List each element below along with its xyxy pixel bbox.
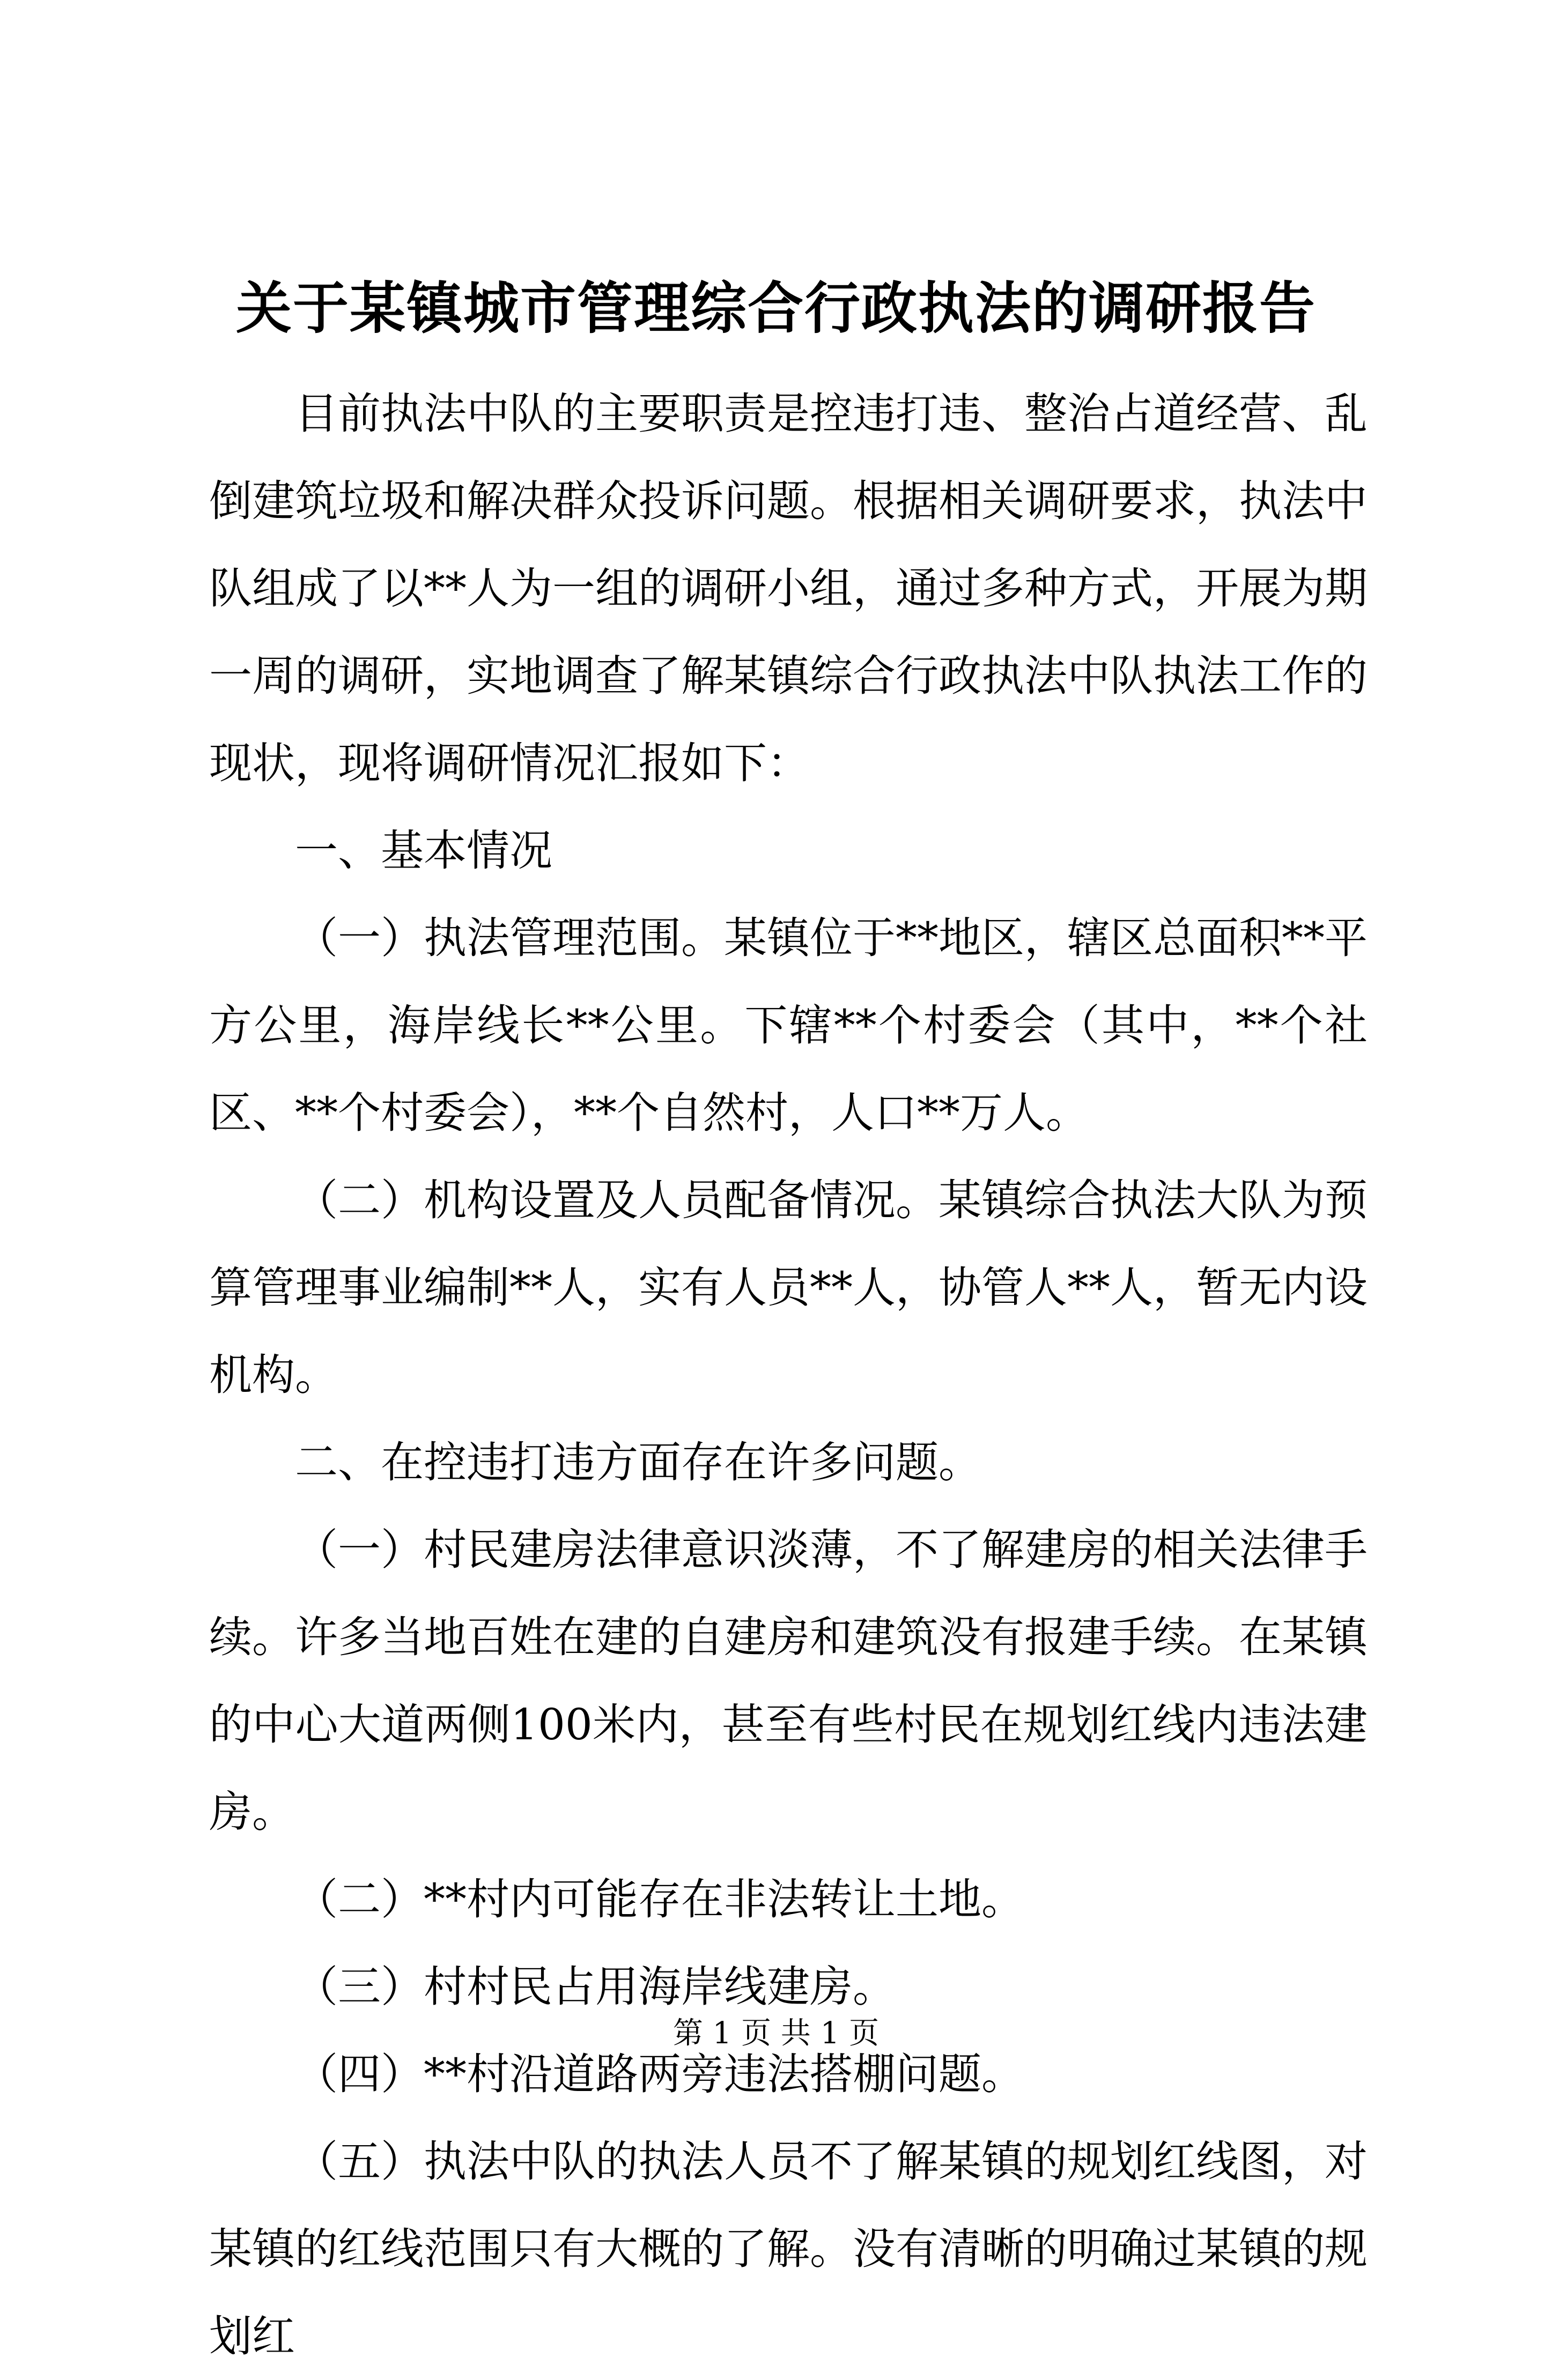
paragraph-organization-staffing: （二）机构设置及人员配备情况。某镇综合执法大队为预算管理事业编制**人，实有人员**人，协管人**人，暂无内设机构。 xyxy=(209,1175,1368,1400)
paragraph-problem-5: （五）执法中队的执法人员不了解某镇的规划红线图，对某镇的红线范围只有大概的了解。没有清晰的明确过某镇的规划红 xyxy=(209,2137,1368,2361)
document-body xyxy=(209,370,1368,2380)
paragraph-intro: 目前执法中队的主要职责是控违打违、整治占道经营、乱倒建筑垃圾和解决群众投诉问题。根据相关调研要求，执法中队组成了以**人为一组的调研小组，通过多种方式，开展为期一周的调研，实地调查了解某镇综合行政执法中队执法工作的现状，现将调研情况汇报如下： xyxy=(209,389,1368,788)
paragraph-problem-4: （四）**村沿道路两旁违法搭棚问题。 xyxy=(295,2049,1024,2099)
document-title: 关于某镇城市管理综合行政执法的调研报告 xyxy=(235,275,1316,341)
paragraph-problem-3: （三）村村民占用海岸线建房。 xyxy=(295,1962,896,2012)
page-footer: 第 1 页 共 1 页 xyxy=(672,2016,880,2051)
heading-basic-situation: 一、基本情况 xyxy=(295,826,552,876)
paragraph-problem-1: （一）村民建房法律意识淡薄，不了解建房的相关法律手续。许多当地百姓在建的自建房和建筑没有报建手续。在某镇的中心大道两侧100米内，甚至有些村民在规划红线内违法建房。 xyxy=(209,1525,1368,1837)
paragraph-problem-2: （二）**村内可能存在非法转让土地。 xyxy=(295,1874,1024,1924)
heading-problems: 二、在控违打违方面存在许多问题。 xyxy=(295,1437,981,1487)
paragraph-enforcement-scope: （一）执法管理范围。某镇位于**地区，辖区总面积**平方公里，海岸线长**公里。下辖**个村委会（其中，**个社区、**个村委会），**个自然村，人口**万人。 xyxy=(209,913,1368,1138)
